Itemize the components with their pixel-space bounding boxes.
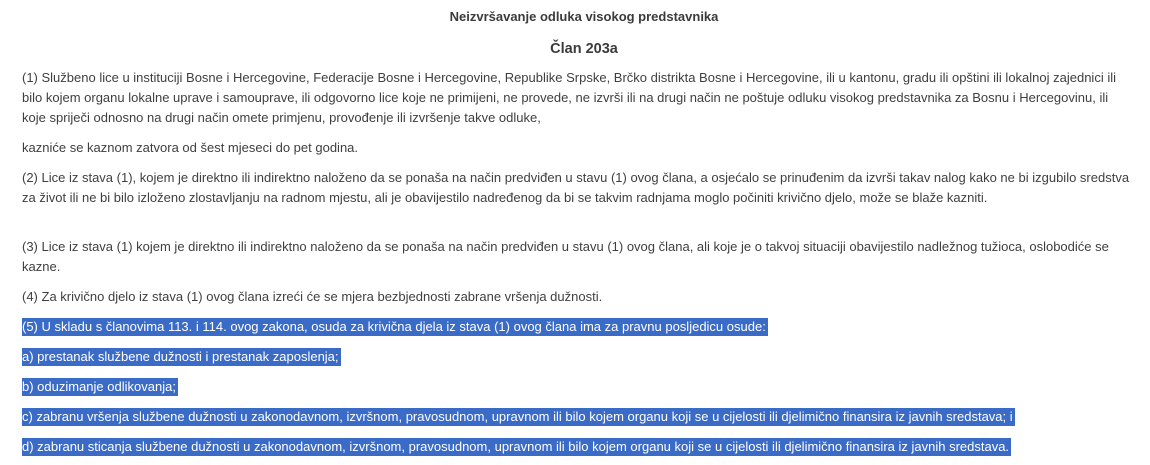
paragraph-1: (1) Službeno lice u instituciji Bosne i Hercegovine, Federacije Bosne i Hercegovine, Republike Srpske, Brčko distrikta Bosne i Hercegovine, ili u kantonu, gradu ili opštini ili lokalnoj zajednici ili bilo kojem organu lokalne uprave i samouprave, ili odgovorno lice koje ne primijeni, ne provede, ne izvrši ili na drugi način ne poštuje odluku visokog predstavnika za Bosnu i Hercegovinu, ili koje spriječi odnosno na drugi način omete primjenu, provođenje ili izvršenje takve odluke, bbox=[22, 70, 1116, 125]
paragraph-4: (4) Za krivično djelo iz stava (1) ovog člana izreći će se mjera bezbjednosti zabrane vršenja dužnosti. bbox=[22, 289, 603, 304]
paragraph-penalty: kazniće se kaznom zatvora od šest mjeseci do pet godina. bbox=[22, 140, 359, 155]
paragraph-2: (2) Lice iz stava (1), kojem je direktno ili indirektno naloženo da se ponaša na način predviđen u stavu (1) ovog člana, a osjećalo se prinuđenim da izvrši takav nalog kako ne bi izgubilo sredstva za život ili ne bi bilo izloženo zlostavljanju na radnom mjestu, ali je obavijestilo nadređenog da bi se takvim radnjama moglo počiniti krivično djelo, može se blaže kazniti. bbox=[22, 170, 1130, 205]
selected-line-d[interactable]: d) zabranu sticanja službene dužnosti u zakonodavnom, izvršnom, pravosudnom, upravnom ili bilo kojem organu koji se u cijelosti ili djelimično finansira iz javnih sredstava. bbox=[22, 439, 1010, 454]
selected-line-b[interactable]: b) oduzimanje odlikovanja; bbox=[22, 379, 176, 394]
selected-line-c[interactable]: c) zabranu vršenja službene dužnosti u zakonodavnom, izvršnom, pravosudnom, upravnom ili bilo kojem organu koji se u cijelosti ili djelimično finansira iz javnih sredstava; i bbox=[22, 409, 1013, 424]
section-title: Neizvršavanje odluka visokog predstavnika bbox=[449, 9, 719, 24]
paragraph-3: (3) Lice iz stava (1) kojem je direktno ili indirektno naloženo da se ponaša na način predviđen u stavu (1) ovog člana, ali koje je o takvoj situaciji obavijestilo nadležnog tužioca, oslobodiće se kazne. bbox=[22, 239, 1109, 274]
article-number: Član 203a bbox=[550, 41, 618, 57]
selected-line-a[interactable]: a) prestanak službene dužnosti i prestanak zaposlenja; bbox=[22, 349, 339, 364]
selected-line-5[interactable]: (5) U skladu s članovima 113. i 114. ovog zakona, osuda za krivična djela iz stava (1) ovog člana ima za pravnu posljedicu osude: bbox=[22, 319, 766, 334]
